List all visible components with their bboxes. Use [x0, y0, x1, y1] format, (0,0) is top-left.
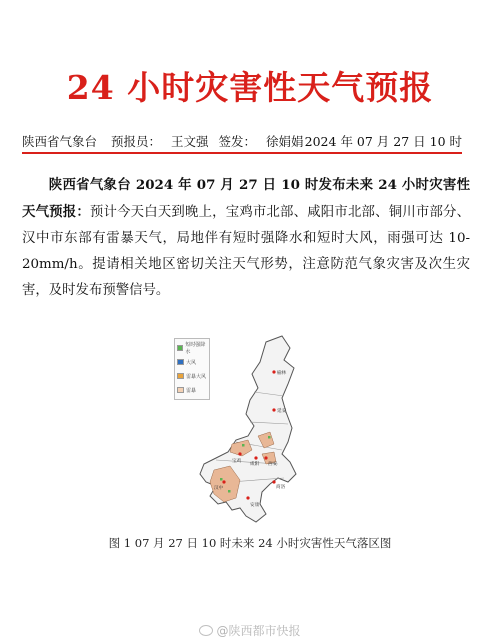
legend-item — [177, 355, 207, 369]
city-label: 汉中 — [214, 486, 224, 491]
city-dot — [272, 370, 275, 373]
issuer-name: 徐娟娟 — [266, 134, 304, 149]
issuer-info-line — [22, 132, 462, 150]
city-dot — [238, 452, 241, 455]
legend-swatch — [177, 387, 184, 393]
forecaster-name: 王文强 — [171, 134, 209, 149]
forecast-body — [22, 172, 470, 304]
city-label: 榆林 — [277, 371, 287, 376]
legend-swatch — [177, 373, 184, 379]
issue-datetime: 2024 年 07 月 27 日 10 时 — [304, 134, 462, 149]
city-label: 商洛 — [276, 485, 286, 490]
legend-swatch — [177, 345, 183, 351]
legend-item — [177, 341, 207, 355]
agency-name: 陕西省气象台 — [22, 134, 98, 149]
issuer-label: 签发： — [218, 134, 257, 149]
city-dot — [264, 456, 267, 459]
city-label: 延安 — [277, 409, 287, 414]
rain-symbol — [242, 444, 245, 447]
rain-symbol — [268, 436, 271, 439]
legend-label: 雷暴大风 — [186, 373, 207, 380]
watermark — [0, 622, 500, 639]
figure-caption: 图 1 07 月 27 日 10 时未来 24 小时灾害性天气落区图 — [108, 536, 392, 550]
city-label: 西安 — [268, 462, 278, 467]
city-label: 宝鸡 — [232, 459, 242, 464]
city-label: 咸阳 — [250, 462, 260, 467]
city-dot — [272, 480, 275, 483]
rain-symbol — [220, 478, 223, 481]
city-dot — [254, 456, 257, 459]
legend-label: 雷暴 — [186, 387, 197, 394]
legend-label: 大风 — [186, 359, 197, 366]
document-title: 24 小时灾害性天气预报 — [66, 68, 434, 107]
legend-item — [177, 369, 207, 383]
legend-swatch — [177, 359, 184, 365]
red-divider — [22, 152, 462, 154]
forecast-lead: 陕西省气象台 2024 年 07 月 27 日 10 时发布未来 24 小时灾害性天气预报： — [22, 177, 470, 220]
city-label: 安康 — [250, 503, 260, 508]
watermark-text: @陕西都市快报 — [216, 624, 301, 638]
weibo-icon — [199, 625, 213, 636]
city-dot — [222, 480, 225, 483]
city-dot — [272, 408, 275, 411]
legend-label: 短时强降水 — [185, 342, 206, 355]
legend-item — [177, 383, 207, 397]
rain-symbol — [228, 490, 231, 493]
forecaster-label: 预报员： — [111, 134, 162, 149]
map-legend — [174, 338, 210, 400]
city-dot — [246, 496, 249, 499]
forecast-text: 预计今天白天到晚上，宝鸡市北部、咸阳市北部、铜川市部分、汉中市东部有雷暴天气，局地伴有短时强降水和短时大风，雨强可达 10-20mm/h。提请相关地区密切关注天气形势，注意防范气象灾害及次生灾害，及时发布预警信号。 — [22, 205, 471, 298]
